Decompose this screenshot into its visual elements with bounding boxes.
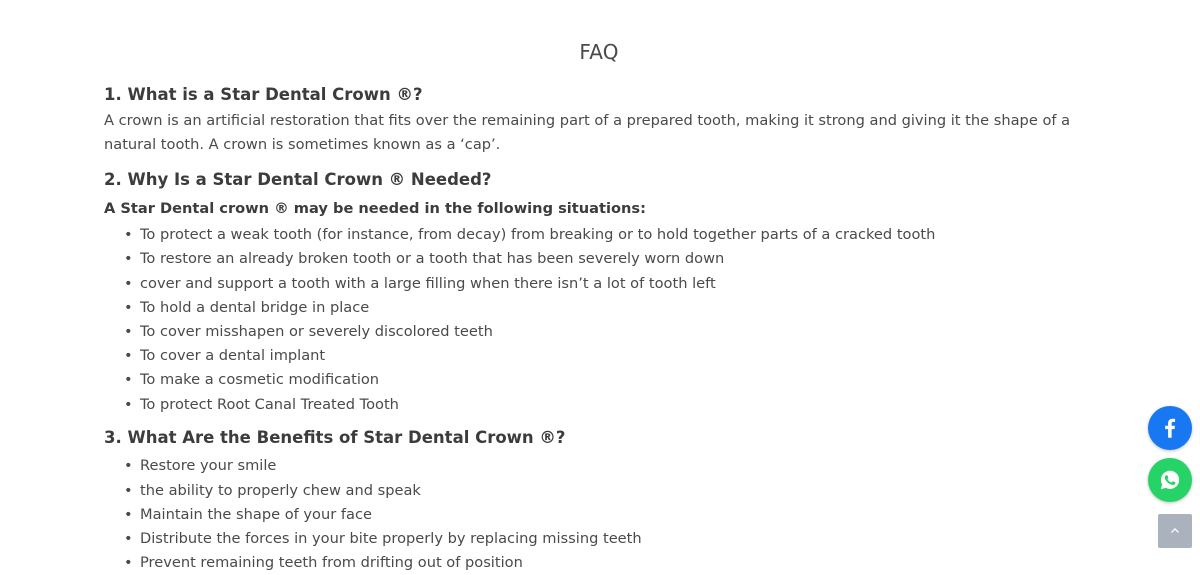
faq-question-1: 1. What is a Star Dental Crown ®?	[104, 85, 423, 104]
social-share-bar	[1148, 406, 1192, 510]
list-item: • To cover misshapen or severely discolored teeth	[140, 320, 1094, 344]
list-item: • To restore an already broken tooth or a tooth that has been severely worn down	[140, 247, 1094, 271]
list-item: • cover and support a tooth with a large filling when there isn’t a lot of tooth left	[140, 272, 1094, 296]
list-item: • Maintain the shape of your face	[140, 503, 1094, 527]
faq-answer-3-list	[104, 454, 1094, 575]
faq-question-3: 3. What Are the Benefits of Star Dental Crown ®?	[104, 427, 566, 447]
faq-content	[104, 0, 1094, 575]
faq-question-2: 2. Why Is a Star Dental Crown ® Needed?	[104, 169, 492, 189]
scroll-to-top-button[interactable]	[1158, 514, 1192, 548]
faq-answer-2-lead: A Star Dental crown ® may be needed in the following situations:	[104, 200, 646, 218]
facebook-share-button[interactable]	[1148, 406, 1192, 450]
page-title: FAQ	[579, 40, 619, 64]
faq-answer-1: A crown is an artificial restoration that fits over the remaining part of a prepared tooth, making it strong and giving it the shape of a natural tooth. A crown is sometimes known as a ‘cap’.	[104, 112, 1071, 154]
whatsapp-icon	[1157, 467, 1183, 493]
list-item: • To protect a weak tooth (for instance, from decay) from breaking or to hold together parts of a cracked tooth	[140, 223, 1094, 247]
list-item: • Prevent remaining teeth from drifting out of position	[140, 551, 1094, 575]
list-item: • To hold a dental bridge in place	[140, 296, 1094, 320]
list-item: • the ability to properly chew and speak	[140, 479, 1094, 503]
faq-answer-2-list	[104, 223, 1094, 417]
facebook-icon	[1157, 415, 1183, 441]
list-item: • To cover a dental implant	[140, 344, 1094, 368]
list-item: • To make a cosmetic modification	[140, 368, 1094, 392]
list-item: • Restore your smile	[140, 454, 1094, 478]
list-item: • Distribute the forces in your bite properly by replacing missing teeth	[140, 527, 1094, 551]
chevron-up-icon	[1167, 523, 1183, 539]
list-item: • To protect Root Canal Treated Tooth	[140, 393, 1094, 417]
whatsapp-share-button[interactable]	[1148, 458, 1192, 502]
